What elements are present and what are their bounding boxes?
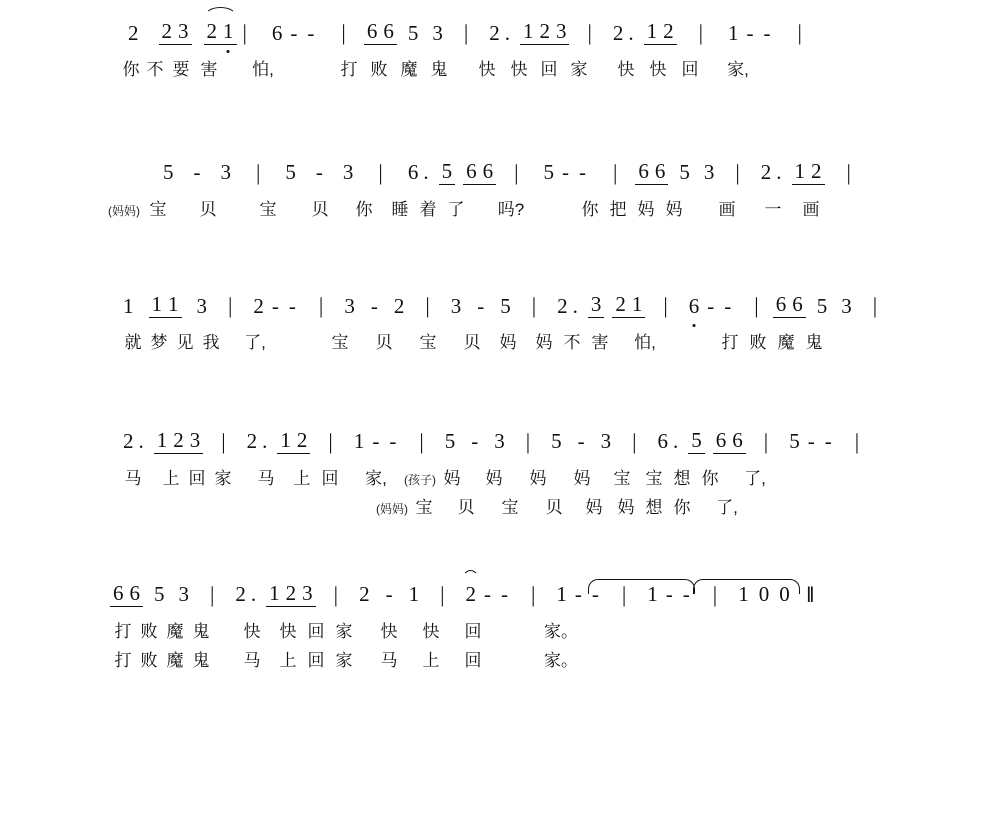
lyric-char: 梦 bbox=[150, 333, 168, 352]
note-dash: - bbox=[561, 160, 569, 185]
lyric-char: 不 bbox=[146, 60, 164, 79]
barline: | bbox=[463, 20, 469, 45]
lyric-char: 一 bbox=[764, 199, 782, 219]
note-dash: - bbox=[807, 429, 815, 454]
lyric-char: 快 bbox=[243, 621, 261, 641]
note: 2 bbox=[615, 292, 626, 316]
note-dash: - bbox=[385, 582, 393, 607]
barline: | bbox=[735, 159, 740, 185]
rest: 0 bbox=[779, 582, 790, 607]
note-dash: - bbox=[578, 160, 586, 185]
note: 2 bbox=[123, 429, 134, 454]
augmentation-dot: . bbox=[673, 429, 679, 454]
lyric-char: 想 bbox=[645, 498, 663, 517]
note-dash: - bbox=[500, 582, 508, 607]
barline: | bbox=[419, 428, 424, 454]
note: 3 bbox=[302, 580, 313, 605]
lyric-char: 吗? bbox=[497, 199, 525, 219]
augmentation-dot: . bbox=[504, 20, 510, 45]
augmentation-dot: . bbox=[138, 429, 144, 454]
lyric-char: 家。 bbox=[544, 651, 578, 670]
note: 1 bbox=[156, 427, 168, 452]
slur-arc bbox=[462, 570, 479, 582]
lyric-char: 要 bbox=[172, 60, 190, 79]
note-dash: - bbox=[591, 582, 599, 607]
lyrics-row-3-line-1 bbox=[120, 330, 996, 356]
note-dash: - bbox=[707, 293, 715, 318]
lyric-char: 宝 bbox=[259, 199, 277, 219]
note-beam-group bbox=[773, 294, 806, 318]
lyric-char: 怕, bbox=[634, 333, 656, 352]
lyric-char: 宝 bbox=[415, 498, 433, 517]
augmentation-dot: . bbox=[423, 160, 429, 185]
note: 1 bbox=[280, 427, 291, 452]
barline: | bbox=[328, 428, 333, 454]
lyric-char: 妈 bbox=[617, 498, 635, 517]
barline: | bbox=[514, 159, 519, 185]
note: 5 bbox=[407, 20, 419, 45]
note-dash: - bbox=[307, 20, 315, 45]
lyric-char: 想 bbox=[673, 468, 691, 488]
note-beam-group bbox=[644, 21, 677, 45]
lyric-char: 回 bbox=[464, 651, 482, 670]
lyric-char: 马 bbox=[124, 468, 142, 488]
note: 5 bbox=[816, 293, 828, 318]
lyric-char: 画 bbox=[802, 199, 820, 219]
notes-row-5 bbox=[110, 580, 996, 607]
note-dash: - bbox=[665, 582, 673, 607]
note-beam-group bbox=[688, 427, 705, 454]
lyric-annotation: (妈妈) bbox=[108, 203, 140, 218]
lyric-char: 魔 bbox=[777, 333, 795, 352]
note: 3 bbox=[196, 293, 207, 318]
lyric-char: 快 bbox=[617, 60, 635, 79]
notes-row-2 bbox=[160, 158, 996, 185]
note-beam-group bbox=[277, 427, 310, 454]
lyric-char: 家, bbox=[727, 60, 749, 79]
note: 6 bbox=[686, 295, 703, 318]
note: 5 bbox=[543, 160, 554, 185]
note-beam-group bbox=[612, 294, 645, 318]
lyric-char: 败 bbox=[370, 60, 388, 79]
barline: | bbox=[242, 20, 247, 45]
note-dash: - bbox=[483, 582, 491, 607]
lyric-char: 鬼 bbox=[805, 333, 823, 352]
lyric-char: 你 bbox=[122, 60, 140, 79]
lyric-char: 你 bbox=[581, 199, 599, 219]
lyric-annotation: (孩子) bbox=[404, 472, 436, 487]
note: 1 bbox=[269, 580, 280, 605]
lyric-char: 回 bbox=[307, 651, 325, 670]
barline: | bbox=[587, 20, 592, 45]
note-beam-group bbox=[204, 21, 237, 45]
lyric-char: 把 bbox=[609, 199, 627, 219]
note-dash: - bbox=[471, 429, 479, 454]
note: 1 bbox=[728, 20, 739, 45]
lyric-char: 打 bbox=[114, 651, 132, 670]
note: 3 bbox=[590, 292, 602, 316]
note: 3 bbox=[342, 160, 354, 185]
barline: | bbox=[341, 20, 346, 45]
note: 5 bbox=[154, 582, 165, 607]
lyric-char: 宝 bbox=[613, 468, 631, 488]
note: 2 bbox=[612, 20, 624, 45]
barline: | bbox=[872, 293, 878, 318]
note: 6 bbox=[792, 292, 803, 316]
notes-row-4 bbox=[120, 427, 996, 454]
note: 6 bbox=[482, 158, 494, 183]
note-dash: - bbox=[389, 429, 397, 454]
lyric-char: 妈 bbox=[499, 333, 517, 352]
note: 5 bbox=[163, 160, 174, 185]
note-beam-group bbox=[266, 580, 316, 607]
note: 1 bbox=[353, 429, 365, 454]
lyric-char: 魔 bbox=[400, 60, 418, 79]
lyric-char: 打 bbox=[114, 621, 132, 641]
barline: | bbox=[221, 428, 226, 454]
augmentation-dot: . bbox=[262, 429, 268, 454]
note: 2 bbox=[161, 19, 172, 43]
lyric-char: 马 bbox=[257, 468, 275, 488]
barline: | bbox=[333, 581, 339, 607]
lyric-char: 败 bbox=[140, 651, 158, 670]
note: 2 bbox=[811, 158, 822, 183]
note: 1 bbox=[738, 582, 749, 607]
lyric-char: 快 bbox=[279, 621, 297, 641]
lyric-char: 画 bbox=[718, 199, 736, 219]
lyric-char: 快 bbox=[478, 60, 496, 79]
lyrics-row-5-line-2 bbox=[110, 648, 996, 674]
note: 3 bbox=[841, 293, 852, 318]
note-dash: - bbox=[290, 20, 298, 45]
note: 1 bbox=[220, 21, 237, 42]
lyric-char: 马 bbox=[243, 651, 261, 670]
note: 3 bbox=[220, 160, 231, 185]
note: 6 bbox=[129, 580, 140, 605]
lyric-char: 了 bbox=[447, 199, 465, 219]
music-system-1 bbox=[0, 20, 996, 83]
barline: | bbox=[378, 159, 383, 185]
note: 2 bbox=[393, 293, 405, 318]
lyric-char: 回 bbox=[307, 621, 325, 641]
note: 5 bbox=[691, 427, 702, 452]
note: 3 bbox=[555, 19, 567, 43]
lyrics-row-4-line-1 bbox=[120, 466, 996, 492]
barline: | bbox=[210, 581, 215, 607]
note: 6 bbox=[732, 427, 743, 452]
lyric-char: 回 bbox=[321, 468, 339, 488]
note: 6 bbox=[657, 429, 669, 454]
note-slur-group bbox=[462, 583, 479, 606]
lyric-char: 回 bbox=[464, 621, 482, 641]
note-beam-group bbox=[792, 158, 825, 185]
lyric-char: 鬼 bbox=[430, 60, 448, 79]
barline: | bbox=[525, 428, 531, 454]
note: 5 bbox=[285, 160, 296, 185]
lyric-char: 妈 bbox=[443, 468, 461, 488]
lyric-char: 宝 bbox=[645, 468, 663, 488]
barline: | bbox=[621, 581, 627, 607]
lyric-char: 鬼 bbox=[192, 651, 210, 670]
lyric-char: 回 bbox=[540, 60, 558, 79]
note: 1 bbox=[123, 293, 134, 318]
lyric-char: 回 bbox=[188, 468, 206, 488]
music-system-2 bbox=[0, 158, 996, 223]
note-beam-group bbox=[520, 21, 570, 45]
note: 6 bbox=[113, 580, 124, 605]
lyric-char: 快 bbox=[422, 621, 440, 641]
note: 6 bbox=[383, 19, 394, 43]
barline: | bbox=[256, 159, 261, 185]
lyric-char: 上 bbox=[279, 651, 297, 670]
note-beam-group bbox=[463, 158, 496, 185]
note: 5 bbox=[789, 429, 800, 454]
note-beam-group bbox=[635, 158, 668, 185]
barline: | bbox=[797, 20, 802, 45]
note: 6 bbox=[654, 158, 666, 183]
barline: | bbox=[854, 428, 860, 454]
note: 1 bbox=[647, 582, 658, 607]
lyric-char: 着 bbox=[419, 199, 437, 219]
lyric-char: 败 bbox=[140, 621, 158, 641]
note: 3 bbox=[450, 293, 462, 318]
note: 2 bbox=[246, 429, 258, 454]
note: 2 bbox=[253, 293, 264, 318]
lyrics-row-5-line-1 bbox=[110, 619, 996, 645]
note-dash: - bbox=[824, 429, 832, 454]
music-system-3 bbox=[0, 294, 996, 356]
final-barline: ‖ bbox=[806, 581, 814, 607]
barline: | bbox=[663, 293, 668, 318]
lyric-char: 睡 bbox=[391, 199, 409, 219]
barline: | bbox=[440, 581, 445, 607]
lyric-char: 贝 bbox=[375, 333, 393, 352]
lyric-char: 宝 bbox=[149, 199, 167, 219]
lyric-char: 妈 bbox=[485, 468, 503, 488]
barline: | bbox=[632, 428, 637, 454]
barline: | bbox=[712, 581, 718, 607]
lyric-char: 害 bbox=[200, 60, 218, 79]
lyric-char: 不 bbox=[563, 333, 581, 352]
note: 2 bbox=[465, 582, 476, 607]
note: 5 bbox=[444, 429, 456, 454]
note-dash: - bbox=[682, 582, 690, 607]
note: 6 bbox=[271, 20, 283, 45]
lyric-char: 贝 bbox=[545, 498, 563, 517]
lyric-char: 我 bbox=[202, 333, 220, 352]
lyric-char: 魔 bbox=[166, 621, 184, 641]
lyric-char: 害 bbox=[591, 333, 609, 352]
lyric-char: 宝 bbox=[331, 333, 349, 352]
note: 1 bbox=[151, 292, 162, 316]
note-dash: - bbox=[370, 293, 378, 318]
lyric-char: 贝 bbox=[457, 498, 475, 517]
note: 3 bbox=[178, 582, 189, 607]
barline: | bbox=[531, 293, 537, 318]
lyric-char: 上 bbox=[162, 468, 180, 488]
note: 3 bbox=[703, 160, 715, 185]
lyric-char: 妈 bbox=[585, 498, 603, 517]
note: 1 bbox=[408, 582, 420, 607]
barline: | bbox=[698, 20, 704, 45]
note: 5 bbox=[679, 160, 690, 185]
lyric-char: 怕, bbox=[252, 60, 274, 79]
lyric-char: 了, bbox=[716, 498, 738, 517]
note: 5 bbox=[500, 293, 511, 318]
lyrics-row-2-line-1 bbox=[102, 197, 996, 223]
lyric-char: 家 bbox=[335, 621, 353, 641]
note-beam-group bbox=[159, 21, 192, 45]
note: 6 bbox=[466, 158, 477, 183]
note-beam-group bbox=[154, 427, 204, 454]
note: 1 bbox=[522, 19, 534, 43]
lyric-char: 回 bbox=[681, 60, 699, 79]
slur-arc bbox=[204, 7, 237, 19]
note-beam-group bbox=[713, 427, 746, 454]
augmentation-dot: . bbox=[776, 160, 782, 185]
lyric-char: 妈 bbox=[535, 333, 553, 352]
lyric-annotation: (妈妈) bbox=[376, 502, 408, 516]
lyric-char: 贝 bbox=[463, 333, 481, 352]
lyric-char: 魔 bbox=[166, 651, 184, 670]
augmentation-dot: . bbox=[250, 582, 257, 607]
lyric-char: 家 bbox=[335, 651, 353, 670]
lyric-char: 鬼 bbox=[192, 621, 210, 641]
lyric-char: 了, bbox=[244, 333, 266, 352]
note: 2 bbox=[173, 427, 184, 452]
note: 2 bbox=[760, 160, 772, 185]
note: 5 bbox=[441, 158, 453, 183]
lyric-char: 妈 bbox=[573, 468, 591, 488]
note: 2 bbox=[206, 19, 217, 43]
lyric-char: 宝 bbox=[501, 498, 519, 517]
note: 3 bbox=[189, 427, 201, 452]
note-beam-group bbox=[439, 158, 456, 185]
note: 3 bbox=[178, 19, 189, 43]
augmentation-dot: . bbox=[628, 20, 634, 45]
lyric-char: 宝 bbox=[419, 333, 437, 352]
lyric-char: 打 bbox=[721, 333, 739, 352]
lyric-char: 了, bbox=[744, 468, 766, 488]
augmentation-dot: . bbox=[572, 293, 578, 318]
sheet-music-page bbox=[0, 20, 996, 813]
note-beam-group bbox=[149, 294, 182, 318]
note: 6 bbox=[638, 158, 649, 183]
barline: | bbox=[763, 428, 769, 454]
barline: | bbox=[530, 581, 536, 607]
lyrics-row-1-line-1 bbox=[120, 57, 996, 83]
note: 2 bbox=[489, 20, 500, 45]
lyric-char: 贝 bbox=[199, 199, 217, 219]
note: 2 bbox=[296, 427, 308, 452]
note: 3 bbox=[494, 429, 505, 454]
barline: | bbox=[754, 293, 759, 318]
lyric-char: 妈 bbox=[637, 199, 655, 219]
note-dash: - bbox=[763, 20, 771, 45]
note-dash: - bbox=[574, 582, 582, 607]
note: 3 bbox=[344, 293, 355, 318]
note: 2 bbox=[557, 293, 568, 318]
notes-row-1 bbox=[120, 20, 996, 45]
note-dash: - bbox=[288, 293, 296, 318]
note-dash: - bbox=[577, 429, 585, 454]
lyric-char: 败 bbox=[749, 333, 767, 352]
notes-row-3 bbox=[120, 294, 996, 318]
note: 2 bbox=[359, 582, 370, 607]
note: 3 bbox=[432, 20, 443, 45]
lyric-char: 妈 bbox=[529, 468, 547, 488]
note: 6 bbox=[775, 292, 787, 316]
lyrics-row-4-line-2 bbox=[120, 495, 996, 521]
note: 2 bbox=[539, 19, 550, 43]
lyric-char: 上 bbox=[422, 651, 440, 670]
lyric-char: 你 bbox=[355, 199, 373, 219]
note-dash: - bbox=[724, 293, 732, 318]
lyric-char: 家 bbox=[570, 60, 588, 79]
lyric-char: 快 bbox=[380, 621, 398, 641]
note: 2 bbox=[663, 19, 674, 43]
lyric-char: 家。 bbox=[544, 621, 578, 641]
note: 1 bbox=[168, 292, 179, 316]
note-dash: - bbox=[477, 293, 485, 318]
note: 1 bbox=[794, 158, 806, 183]
note: 6 bbox=[715, 427, 727, 452]
music-system-4 bbox=[0, 427, 996, 521]
rest: 0 bbox=[758, 582, 770, 607]
note-dash: - bbox=[746, 20, 754, 45]
note-beam-group bbox=[588, 294, 605, 318]
note-slur-group bbox=[204, 20, 237, 45]
lyric-char: 家 bbox=[214, 468, 232, 488]
note-dash: - bbox=[315, 160, 323, 185]
note: 1 bbox=[631, 292, 643, 316]
lyric-char: 快 bbox=[649, 60, 667, 79]
note: 1 bbox=[556, 582, 567, 607]
note: 5 bbox=[551, 429, 562, 454]
lyric-char: 妈 bbox=[665, 199, 683, 219]
lyric-char: 你 bbox=[701, 468, 719, 488]
note: 2 bbox=[235, 582, 246, 607]
lyric-char: 你 bbox=[673, 498, 691, 517]
music-system-5 bbox=[0, 580, 996, 674]
note-beam-group bbox=[364, 21, 397, 45]
lyric-char: 快 bbox=[510, 60, 528, 79]
barline: | bbox=[425, 293, 430, 318]
note: 1 bbox=[646, 19, 658, 43]
lyric-char: 见 bbox=[176, 333, 194, 352]
barline: | bbox=[612, 159, 618, 185]
note: 2 bbox=[285, 580, 297, 605]
note-dash: - bbox=[271, 293, 279, 318]
lyric-char: 贝 bbox=[311, 199, 329, 219]
note: 6 bbox=[407, 160, 419, 185]
note: 2 bbox=[128, 20, 139, 45]
lyric-char: 就 bbox=[124, 333, 142, 352]
barline: | bbox=[846, 159, 851, 185]
note-beam-group bbox=[110, 580, 143, 607]
lyric-char: 家, bbox=[365, 468, 387, 488]
lyric-char: 打 bbox=[340, 60, 358, 79]
note-dash: - bbox=[193, 160, 201, 185]
note: 3 bbox=[600, 429, 612, 454]
lyric-char: 上 bbox=[293, 468, 311, 488]
barline: | bbox=[228, 293, 233, 318]
barline: | bbox=[318, 293, 324, 318]
note-dash: - bbox=[372, 429, 380, 454]
note: 6 bbox=[366, 19, 378, 43]
lyric-char: 马 bbox=[380, 651, 398, 670]
